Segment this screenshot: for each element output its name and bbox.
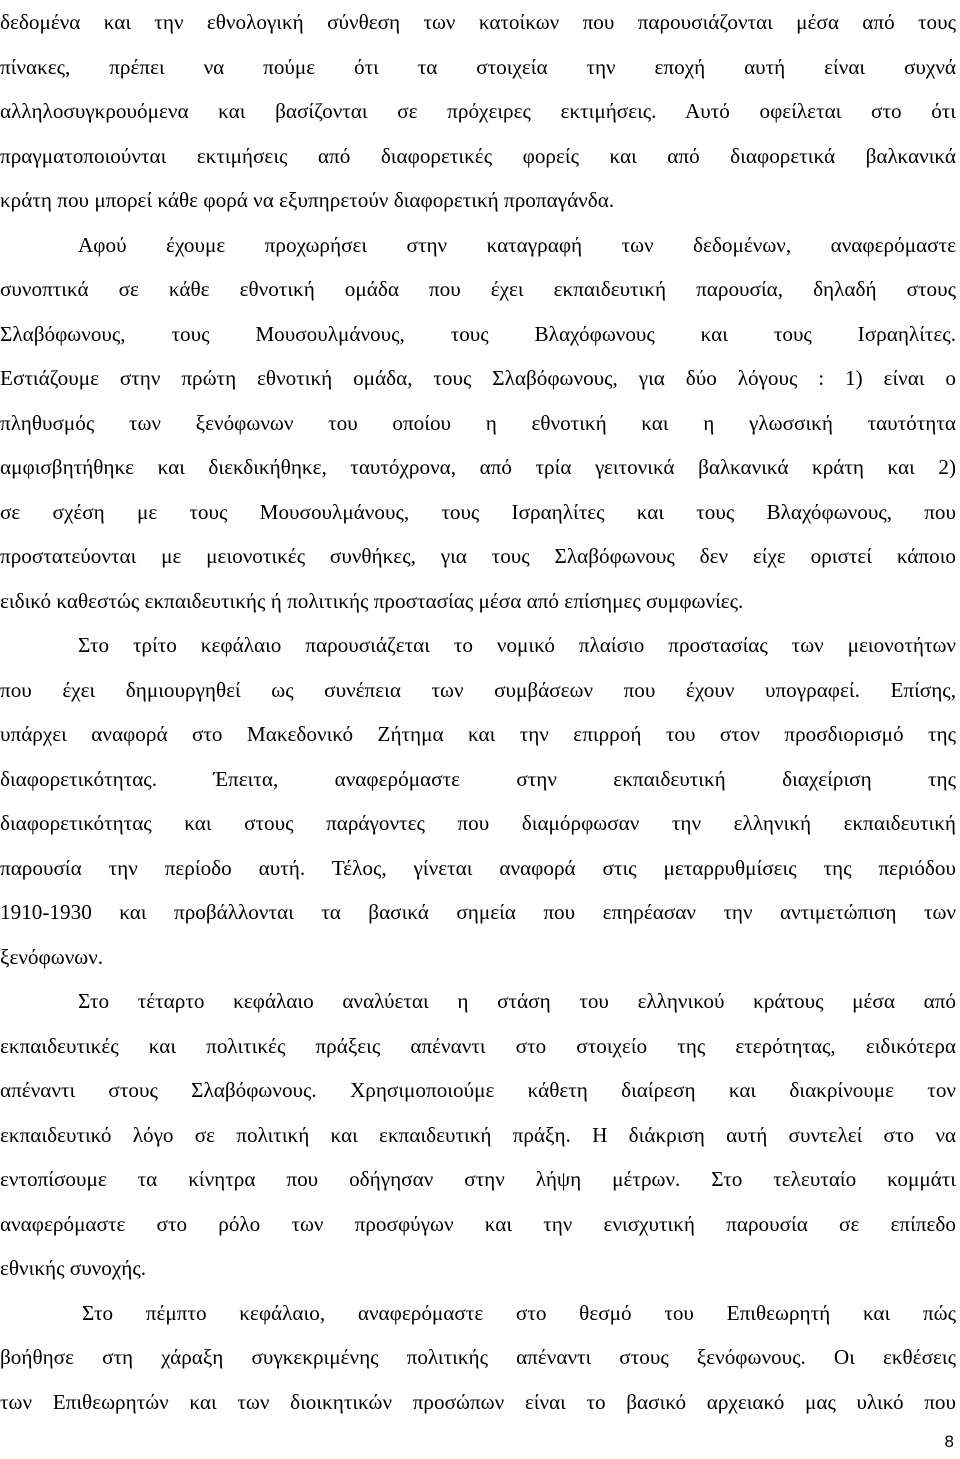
text-line: σε σχέση με τους Μουσουλμάνους, τους Ισραηλίτες και τους Βλαχόφωνους, που — [0, 499, 956, 524]
paragraph-first-line: Στο τέταρτο κεφάλαιο αναλύεται η στάση του ελληνικού κράτους μέσα από — [78, 989, 956, 1013]
text-line: αμφισβητήθηκε και διεκδικήθηκε, ταυτόχρονα, από τρία γειτονικά βαλκανικά κράτη και 2) — [0, 455, 956, 479]
text-line: συνοπτικά σε κάθε εθνοτική ομάδα που έχει εκπαιδευτική παρουσία, δηλαδή στους — [0, 277, 956, 301]
text-line: 1910-1930 και προβάλλονται τα βασικά σημεία που επηρέασαν την αντιμετώπιση των — [0, 900, 956, 924]
text-line: πληθυσμός των ξενόφωνων του οποίου η εθνοτική και η γλωσσική ταυτότητα — [0, 410, 956, 435]
text-line: βοήθησε στη χάραξη συγκεκριμένης πολιτικής απέναντι στους ξενόφωνους. Οι εκθέσεις — [0, 1345, 956, 1369]
text-line: εθνικής συνοχής. — [0, 1256, 147, 1280]
text-line: που έχει δημιουργηθεί ως συνέπεια των συμβάσεων που έχουν υπογραφεί. Επίσης, — [0, 677, 956, 702]
text-line: πραγματοποιούνται εκτιμήσεις από διαφορετικές φορείς και από διαφορετικά βαλκανικά — [0, 143, 956, 168]
text-line: εκπαιδευτικό λόγο σε πολιτική και εκπαιδευτική πράξη. Η διάκριση αυτή συντελεί στο να — [0, 1122, 956, 1147]
text-line: προστατεύονται με μειονοτικές συνθήκες, για τους Σλαβόφωνους δεν είχε οριστεί κάποιο — [0, 544, 956, 568]
text-line: Εστιάζουμε στην πρώτη εθνοτική ομάδα, τους Σλαβόφωνους, για δύο λόγους : 1) είναι ο — [0, 366, 956, 390]
text-line: εντοπίσουμε τα κίνητρα που οδήγησαν στην λήψη μέτρων. Στο τελευταίο κομμάτι — [0, 1167, 956, 1191]
text-line: παρουσία την περίοδο αυτή. Τέλος, γίνεται αναφορά στις μεταρρυθμίσεις της περιόδου — [0, 855, 956, 880]
page-number: 8 — [944, 1432, 954, 1451]
text-line: διαφορετικότητας. Έπειτα, αναφερόμαστε στην εκπαιδευτική διαχείριση της — [0, 766, 956, 791]
text-line: απέναντι στους Σλαβόφωνους. Χρησιμοποιούμε κάθετη διαίρεση και διακρίνουμε τον — [0, 1078, 956, 1102]
text-line: υπάρχει αναφορά στο Μακεδονικό Ζήτημα και την επιρροή του στον προσδιορισμό της — [0, 722, 956, 746]
text-line: εκπαιδευτικές και πολιτικές πράξεις απέναντι στο στοιχείο της ετερότητας, ειδικότερα — [0, 1033, 956, 1058]
paragraph-first-line: Στο πέμπτο κεφάλαιο, αναφερόμαστε στο θεσμό του Επιθεωρητή και πώς — [82, 1300, 956, 1325]
paragraph-first-line: Στο τρίτο κεφάλαιο παρουσιάζεται το νομικό πλαίσιο προστασίας των μειονοτήτων — [78, 633, 956, 657]
text-line: Σλαβόφωνους, τους Μουσουλμάνους, τους Βλαχόφωνους και τους Ισραηλίτες. — [0, 321, 956, 346]
text-line: αλληλοσυγκρουόμενα και βασίζονται σε πρόχειρες εκτιμήσεις. Αυτό οφείλεται στο ότι — [0, 99, 956, 123]
text-line: κράτη που μπορεί κάθε φορά να εξυπηρετούν διαφορετική προπαγάνδα. — [0, 188, 615, 212]
paragraph-first-line: Αφού έχουμε προχωρήσει στην καταγραφή των δεδομένων, αναφερόμαστε — [78, 232, 956, 257]
text-line: ειδικό καθεστώς εκπαιδευτικής ή πολιτικής προστασίας μέσα από επίσημες συμφωνίες. — [0, 588, 744, 613]
text-line: των Επιθεωρητών και των διοικητικών προσώπων είναι το βασικό αρχειακό μας υλικό που — [0, 1389, 956, 1414]
text-line: διαφορετικότητας και στους παράγοντες που διαμόρφωσαν την ελληνική εκπαιδευτική — [0, 811, 956, 835]
text-line: ξενόφωνων. — [0, 944, 104, 969]
text-line: δεδομένα και την εθνολογική σύνθεση των κατοίκων που παρουσιάζονται μέσα από τους — [0, 10, 956, 34]
text-line: αναφερόμαστε στο ρόλο των προσφύγων και την ενισχυτική παρουσία σε επίπεδο — [0, 1211, 956, 1236]
text-line: πίνακες, πρέπει να πούμε ότι τα στοιχεία την εποχή αυτή είναι συχνά — [0, 54, 956, 79]
